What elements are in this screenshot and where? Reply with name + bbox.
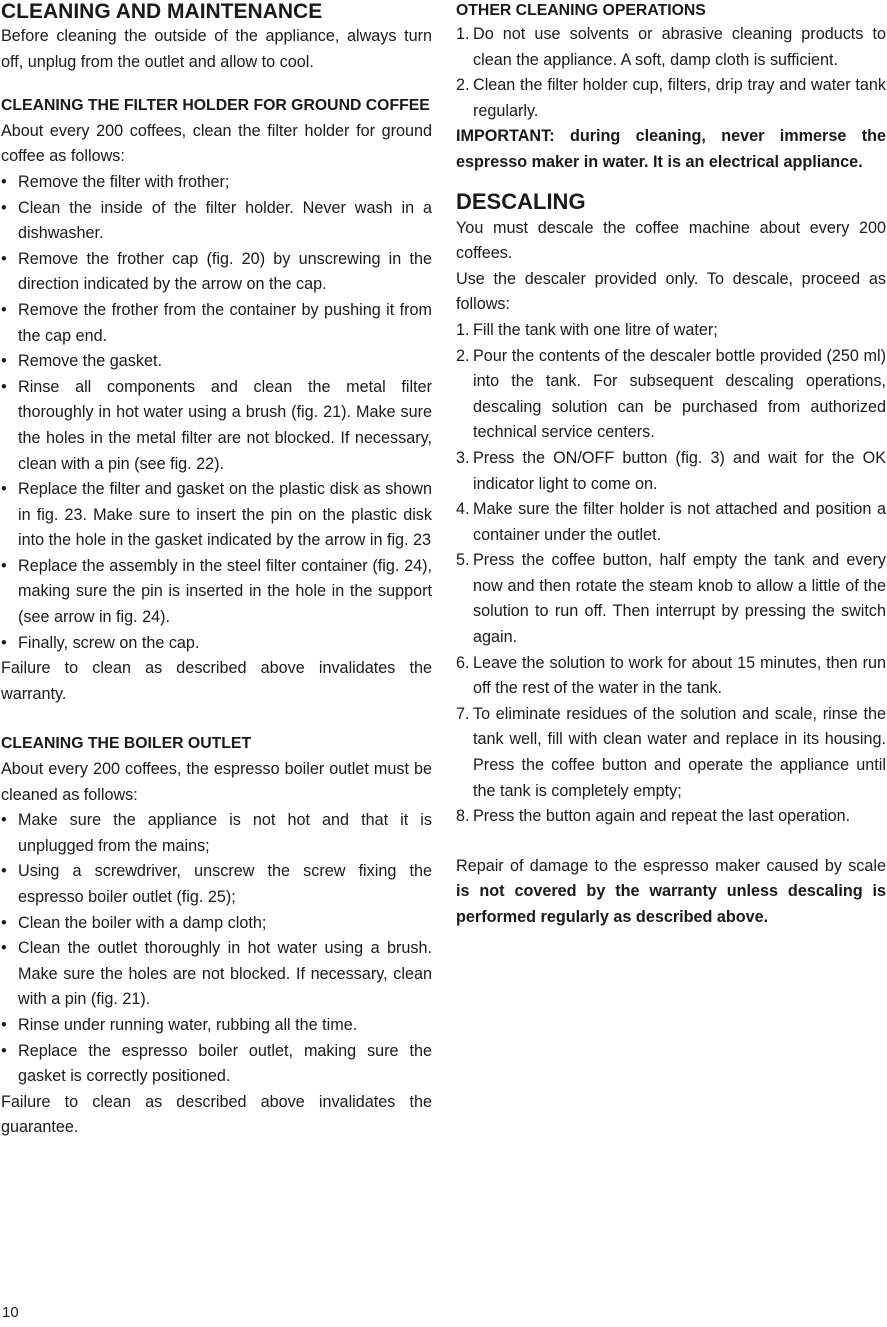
list-item: 3. Press the ON/OFF button (fig. 3) and wait for the OK indicator light to come on. bbox=[456, 448, 886, 493]
boiler-steps-list bbox=[1, 808, 432, 1090]
list-item: 2. Clean the filter holder cup, filters, drip tray and water tank regularly. bbox=[456, 76, 886, 120]
filter-intro: About every 200 coffees, clean the filter holder for ground coffee as follows: bbox=[1, 121, 432, 166]
list-item: 8. Press the button again and repeat the last operation. bbox=[456, 807, 851, 826]
filter-warning: Failure to clean as described above invalidates the warranty. bbox=[1, 659, 432, 703]
list-item: 4. Make sure the filter holder is not attached and position a container under the outlet. bbox=[456, 500, 886, 544]
boiler-warning: Failure to clean as described above invalidates the guarantee. bbox=[1, 1092, 432, 1137]
boiler-intro: About every 200 coffees, the espresso boiler outlet must be cleaned as follows: bbox=[1, 760, 432, 804]
repair-note: Repair of damage to the espresso maker caused by scale is not covered by the warranty unless descaling is performed regularly as described above. bbox=[456, 856, 886, 926]
cleaning-intro: Before cleaning the outside of the appliance, always turn off, unplug from the outlet and allow to cool. bbox=[1, 27, 432, 71]
list-item: • Clean the boiler with a damp cloth; bbox=[1, 913, 267, 932]
list-item: 6. Leave the solution to work for about 15 minutes, then run off the rest of the water in the tank. bbox=[456, 653, 886, 698]
page-number: 10 bbox=[2, 1304, 19, 1321]
boiler-section-title: CLEANING THE BOILER OUTLET bbox=[1, 735, 252, 753]
list-item: 5. Press the coffee button, half empty the tank and every now and then rotate the steam knob to allow a little of the solution to run off. Then interrupt by pressing the switch again. bbox=[456, 551, 886, 647]
list-item: 1. Do not use solvents or abrasive cleaning products to clean the appliance. A soft, damp cloth is sufficient. bbox=[456, 25, 886, 69]
list-item: • Clean the inside of the filter holder. Never wash in a dishwasher. bbox=[1, 198, 432, 243]
left-column bbox=[1, 0, 432, 1141]
descaling-title: DESCALING bbox=[456, 188, 586, 214]
list-item: • Rinse all components and clean the metal filter thoroughly in hot water using a brush (fig. 21). Make sure the holes in the metal filter are not blocked. If necessary, clean with a pin (see fig. 22). bbox=[1, 377, 432, 473]
list-item: 2. Pour the contents of the descaler bottle provided (250 ml) into the tank. For subsequent descaling operations, descaling solution can be purchased from authorized technical service centers. bbox=[456, 346, 886, 442]
filter-steps-list bbox=[1, 170, 432, 656]
list-item: • Make sure the appliance is not hot and that it is unplugged from the mains; bbox=[1, 811, 432, 855]
other-steps-list bbox=[456, 22, 886, 124]
list-item: • Replace the filter and gasket on the plastic disk as shown in fig. 23. Make sure to insert the pin on the plastic disk into the hole in the gasket indicated by the arrow in fig. 23 bbox=[1, 480, 432, 550]
list-item: • Clean the outlet thoroughly in hot water using a brush. Make sure the holes are not blocked. If necessary, clean with a pin (fig. 21). bbox=[1, 939, 432, 1009]
right-column bbox=[456, 0, 886, 931]
list-item: • Remove the gasket. bbox=[1, 352, 162, 371]
descaling-intro-2: Use the descaler provided only. To descale, proceed as follows: bbox=[456, 269, 886, 314]
other-section-title: OTHER CLEANING OPERATIONS bbox=[456, 2, 706, 19]
descaling-intro-1: You must descale the coffee machine about every 200 coffees. bbox=[456, 218, 886, 263]
list-item: • Finally, screw on the cap. bbox=[1, 633, 200, 652]
list-item: • Remove the frother cap (fig. 20) by unscrewing in the direction indicated by the arrow on the cap. bbox=[1, 249, 432, 294]
list-item: 1. Fill the tank with one litre of water; bbox=[456, 320, 718, 339]
important-note: IMPORTANT: during cleaning, never immerse the espresso maker in water. It is an electrical appliance. bbox=[456, 127, 886, 171]
descaling-steps-list bbox=[456, 318, 886, 830]
list-item: • Remove the filter with frother; bbox=[1, 172, 230, 191]
list-item: 7. To eliminate residues of the solution and scale, rinse the tank well, fill with clean water and replace in its housing. Press the coffee button and operate the appliance until the tank is completely empty; bbox=[456, 704, 886, 800]
list-item: • Replace the assembly in the steel filter container (fig. 24), making sure the pin is inserted in the hole in the support (see arrow in fig. 24). bbox=[1, 556, 432, 627]
list-item: • Replace the espresso boiler outlet, making sure the gasket is correctly positioned. bbox=[1, 1041, 432, 1086]
cleaning-title: CLEANING AND MAINTENANCE bbox=[1, 0, 323, 23]
filter-section-title: CLEANING THE FILTER HOLDER FOR GROUND COFFEE bbox=[1, 97, 430, 115]
list-item: • Using a screwdriver, unscrew the screw fixing the espresso boiler outlet (fig. 25); bbox=[1, 862, 432, 906]
list-item: • Rinse under running water, rubbing all the time. bbox=[1, 1015, 358, 1034]
list-item: • Remove the frother from the container by pushing it from the cap end. bbox=[1, 300, 432, 345]
